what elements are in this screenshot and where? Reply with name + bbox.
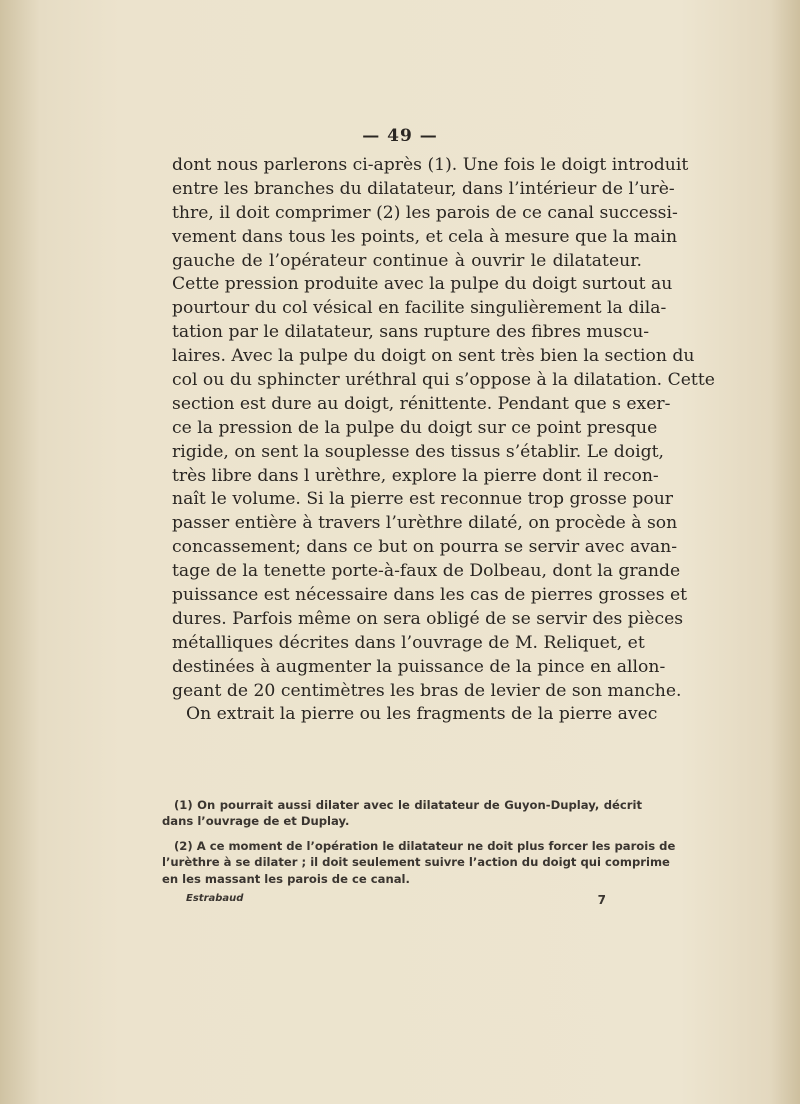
footnote-line: (1) On pourrait aussi dilater avec le dilatateur de Guyon-Duplay, décrit: [174, 798, 642, 812]
text-line: vement dans tous les points, et cela à mesure que la main: [172, 226, 678, 247]
text-line: dures. Parfois même on sera obligé de se servir des pièces: [172, 608, 684, 629]
text-line: entre les branches du dilatateur, dans l’intérieur de l’urè-: [172, 178, 675, 199]
text-line: destinées à augmenter la puissance de la pince en allon-: [172, 656, 666, 677]
text-line: col ou du sphincter uréthral qui s’oppose à la dilatation. Cette: [172, 370, 715, 391]
text-line: très libre dans l urèthre, explore la pierre dont il recon-: [172, 465, 659, 486]
footnote-1: [162, 797, 642, 830]
text-line: thre, il doit comprimer (2) les parois de ce canal successi-: [172, 202, 678, 223]
text-line: naît le volume. Si la pierre est reconnue trop grosse pour: [172, 489, 673, 510]
text-line: passer entière à travers l’urèthre dilaté, on procède à son: [172, 513, 678, 534]
body-text: [172, 154, 715, 727]
text-line: Cette pression produite avec la pulpe du doigt surtout au: [172, 274, 673, 295]
text-line: laires. Avec la pulpe du doigt on sent très bien la section du: [172, 346, 695, 367]
text-line: métalliques décrites dans l’ouvrage de M. Reliquet, et: [172, 632, 645, 653]
sheet-number: 7: [597, 893, 606, 907]
text-line: ce la pression de la pulpe du doigt sur ce point presque: [172, 417, 658, 438]
text-line: tage de la tenette porte-à-faux de Dolbeau, dont la grande: [172, 561, 681, 582]
text-line: puissance est nécessaire dans les cas de pierres grosses et: [172, 585, 688, 606]
footnote-line: (2) A ce moment de l’opération le dilatateur ne doit plus forcer les parois de: [174, 838, 676, 853]
text-line: concassement; dans ce but on pourra se servir avec avan-: [172, 537, 678, 558]
footnote-2: [162, 838, 676, 887]
page-number: — 49 —: [362, 126, 438, 146]
text-line: geant de 20 centimètres les bras de levier de son manche.: [172, 680, 682, 701]
text-line: pourtour du col vésical en facilite singulièrement la dila-: [172, 298, 667, 319]
text-line: tation par le dilatateur, sans rupture des fibres muscu-: [172, 322, 650, 343]
text-line: On extrait la pierre ou les fragments de la pierre avec: [186, 704, 658, 725]
printer-signature: Estrabaud: [186, 893, 244, 904]
text-line: rigide, on sent la souplesse des tissus s’établir. Le doigt,: [172, 441, 664, 462]
text-line: dont nous parlerons ci-après (1). Une fois le doigt introduit: [172, 155, 689, 175]
footnotes: [162, 797, 676, 895]
text-line: gauche de l’opérateur continue à ouvrir le dilatateur.: [172, 250, 642, 271]
footnote-line: en les massant les parois de ce canal.: [162, 871, 410, 886]
footnote-line: dans l’ouvrage de et Duplay.: [162, 814, 350, 829]
text-line: section est dure au doigt, rénittente. Pendant que s exer-: [172, 393, 671, 414]
footnote-line: l’urèthre à se dilater ; il doit seulement suivre l’action du doigt qui comprime: [162, 855, 670, 870]
